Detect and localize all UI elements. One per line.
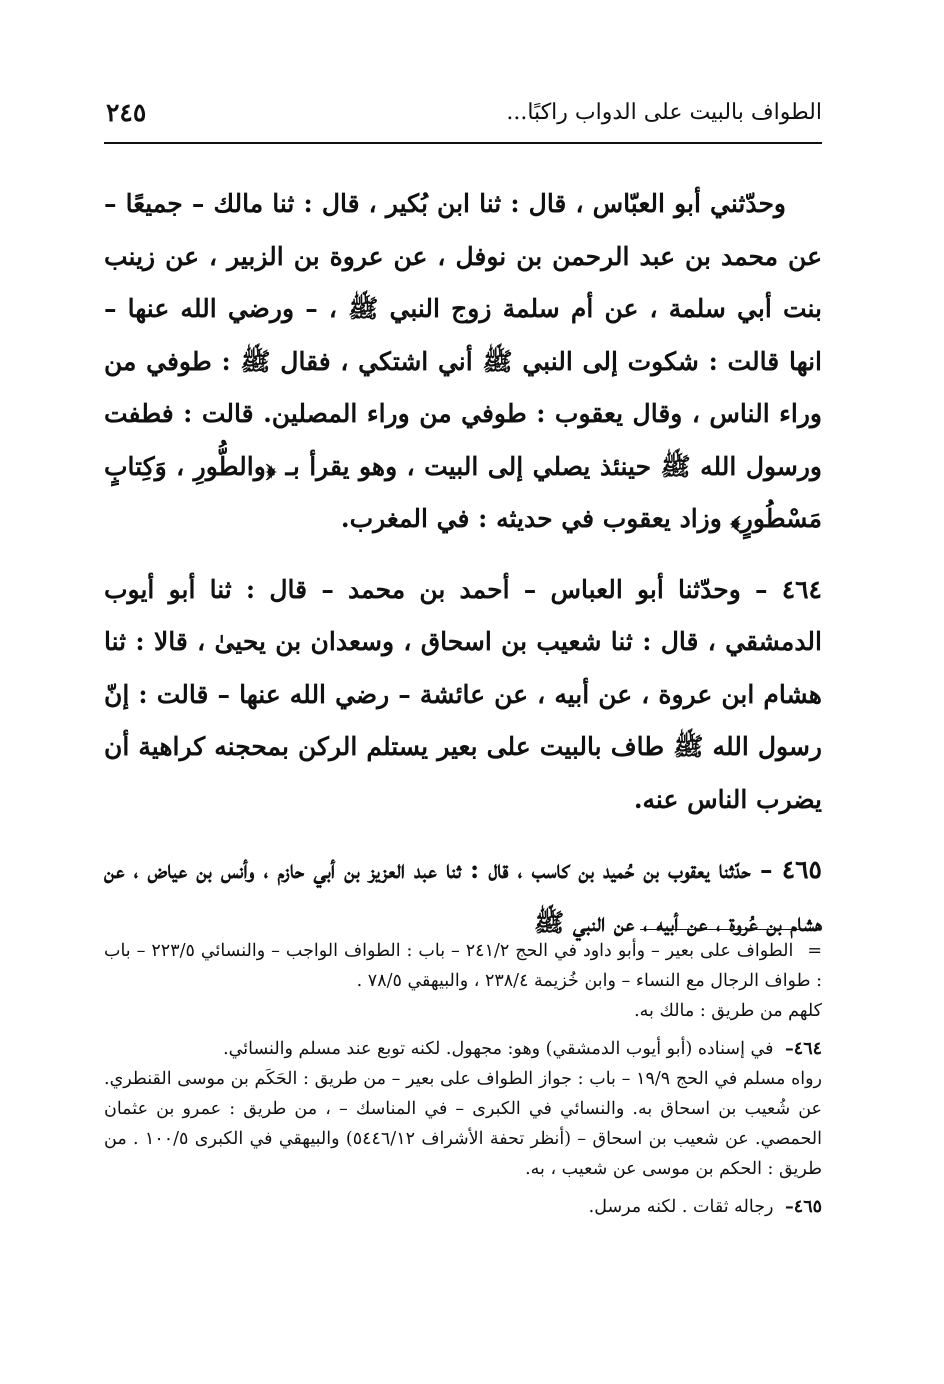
- footnote-continued: [104, 936, 822, 1026]
- footnote-text-continued: رواه مسلم في الحج ١٩/٩ – باب : جواز الطواف على بعير – من طريق : الحَكَم بن موسى القنطري. عن شُعيب بن اسحاق به. والنسائي في الكبرى – في المناسك – ، من طريق : عمرو بن عثمان الحمصي. عن شعيب بن اسحاق – (أنظر تحفة الأشراف ٥٤٤٦/١٢) والبيهقي في الكبرى ١٠٠/٥ . من طريق : الحكم بن موسى عن شعيب ، به.: [104, 1069, 822, 1179]
- footnote-text: في إسناده (أبو أيوب الدمشقي) وهو: مجهول. لكنه توبع عند مسلم والنسائي.: [223, 1039, 774, 1059]
- footnote-marker: =: [807, 941, 823, 961]
- footnote-465: [104, 1192, 822, 1222]
- footnote-marker: ٤٦٥–: [785, 1197, 822, 1217]
- footnote-text: الطواف على بعير – وأبو داود في الحج ٢٤١/٢ – باب : الطواف الواجب – والنسائي ٢٢٣/٥ – باب : طواف الرجال مع النساء – وابن خُزيمة ٢٣٨/٤ ، والبيهقي ٧٨/٥ .: [104, 941, 822, 991]
- hadith-464: ٤٦٤ – وحدّثنا أبو العباس – أحمد بن محمد – قال : ثنا أبو أيوب الدمشقي ، قال : ثنا شعيب بن اسحاق ، وسعدان بن يحيىٰ ، قالا : ثنا هشام ابن عروة ، عن أبيه ، عن عائشة – رضي الله عنها – قالت : إنّ رسول الله ﷺ طاف بالبيت على بعير يستلم الركن بمحجنه كراهية أن يضرب الناس عنه.: [104, 574, 822, 814]
- page-number: ٢٤٥: [106, 98, 147, 127]
- footnote-text-continued: كلهم من طريق : مالك به.: [634, 1001, 822, 1021]
- footnote-divider: [640, 929, 820, 930]
- page-header: [104, 96, 822, 144]
- running-head: الطواف بالبيت على الدواب راكبًا...: [506, 100, 822, 125]
- hadith-465: ٤٦٥ – حدّثنا يعقوب بن حُميد بن كاسب ، قال : ثنا عبد العزيز بن أبي حازم ، وأنس بن عياض ، عن هشام بن عُروة ، عن أبيه ، عن النبي ﷺ: [104, 855, 822, 937]
- main-text: [104, 178, 822, 967]
- footnote-marker: ٤٦٤–: [785, 1039, 822, 1059]
- footnotes: [104, 936, 822, 1230]
- footnote-464: [104, 1034, 822, 1184]
- paragraph: وحدّثني أبو العبّاس ، قال : ثنا ابن بُكير ، قال : ثنا مالك – جميعًا – عن محمد بن عبد الرحمن بن نوفل ، عن عروة بن الزبير ، عن زينب بنت أبي سلمة ، عن أم سلمة زوج النبي ﷺ ، – ورضي الله عنها – انها قالت : شكوت إلى النبي ﷺ أني اشتكي ، فقال ﷺ : طوفي من وراء الناس ، وقال يعقوب : طوفي من وراء المصلين. قالت : فطفت ورسول الله ﷺ حينئذ يصلي إلى البيت ، وهو يقرأ بـ ﴿والطُّورِ ، وَكِتابٍ مَسْطُورٍ﴾ وزاد يعقوب في حديثه : في المغرب.: [104, 189, 822, 533]
- footnote-text: رجاله ثقات . لكنه مرسل.: [588, 1197, 774, 1217]
